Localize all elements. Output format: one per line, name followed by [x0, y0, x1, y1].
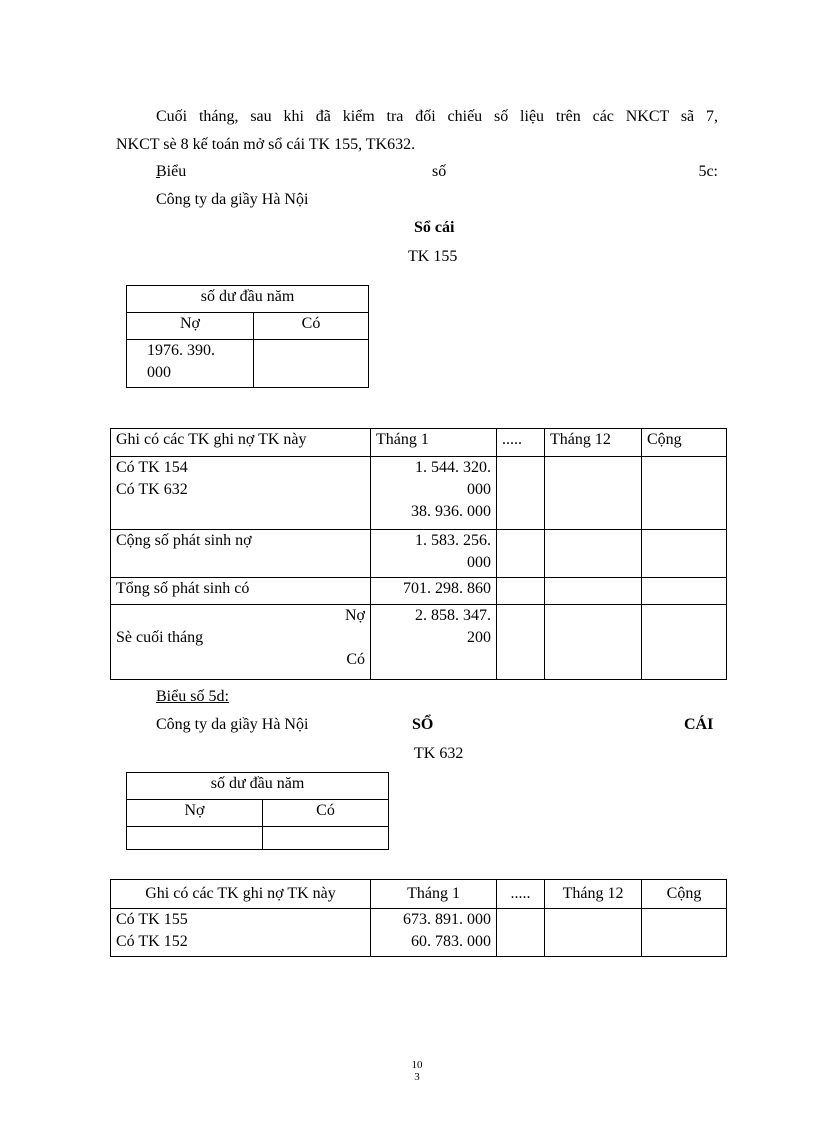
intro-paragraph	[116, 103, 718, 159]
col-header-accounts: Ghi có các TK ghi nợ TK này	[111, 880, 371, 909]
row-accounts: Có TK 155 Có TK 152	[111, 909, 371, 957]
page-number: 10 3	[411, 1059, 423, 1083]
table-row	[111, 457, 727, 530]
table-row	[111, 909, 727, 957]
debit-label: Nợ	[127, 800, 263, 827]
bieu-5c-word-2: số	[432, 163, 447, 180]
opening-header: số dư đầu năm	[127, 773, 389, 800]
bieu-5c-heading	[156, 163, 718, 181]
debit-label: Nợ	[127, 313, 254, 340]
ledger-632-table	[110, 879, 727, 957]
row-label: Cộng số phát sinh nợ	[111, 530, 371, 578]
bieu-5d-heading: Biểu số 5d:	[156, 688, 229, 705]
ledger-155-title: Sổ cái	[414, 219, 455, 236]
ledger-632-account: TK 632	[414, 745, 464, 762]
table-row	[111, 605, 727, 680]
ledger-155-table	[110, 428, 727, 680]
ledger-632-title-1: SỔ	[412, 716, 434, 733]
intro-line-1: Cuối tháng, sau khi đã kiểm tra đối chiếu số liệu trên các NKCT sã 7,	[156, 108, 718, 125]
row-month1-value: 1. 544. 320. 000 38. 936. 000	[371, 457, 497, 530]
ledger-155-account: TK 155	[408, 248, 458, 265]
col-header-accounts: Ghi có các TK ghi nợ TK này	[111, 429, 371, 457]
row-accounts: Có TK 154 Có TK 632	[111, 457, 371, 530]
intro-line-2: NKCT sè 8 kế toán mở sổ cái TK 155, TK632.	[116, 136, 416, 153]
col-header-total: Cộng	[642, 880, 727, 909]
credit-label: Có	[263, 800, 389, 827]
bieu-5c-word-1: Biểu	[156, 163, 187, 180]
company-name-632: Công ty da giầy Hà Nội	[156, 716, 309, 733]
opening-credit-value	[263, 827, 389, 850]
opening-header: số dư đầu năm	[127, 286, 369, 313]
row-closing-balance: Nợ Sè cuối tháng Có	[111, 605, 371, 680]
col-header-ellipsis: .....	[497, 429, 545, 457]
col-header-ellipsis: .....	[497, 880, 545, 909]
col-header-month1: Tháng 1	[371, 880, 497, 909]
credit-label: Có	[254, 313, 369, 340]
col-header-month1: Tháng 1	[371, 429, 497, 457]
col-header-month12: Tháng 12	[545, 429, 642, 457]
row-month1-value: 673. 891. 000 60. 783. 000	[371, 909, 497, 957]
opening-credit-value	[254, 340, 369, 388]
table-row	[111, 578, 727, 605]
table-row	[111, 530, 727, 578]
opening-balance-table-155	[126, 285, 369, 388]
ledger-632-title-2: CÁI	[684, 716, 714, 733]
opening-debit-value	[127, 827, 263, 850]
col-header-month12: Tháng 12	[545, 880, 642, 909]
opening-balance-table-632	[126, 772, 389, 850]
opening-debit-value: 1976. 390. 000	[127, 340, 254, 388]
row-month1-value: 2. 858. 347. 200	[371, 605, 497, 680]
row-month1-value: 701. 298. 860	[371, 578, 497, 605]
bieu-5c-word-3: 5c:	[698, 163, 718, 180]
col-header-total: Cộng	[642, 429, 727, 457]
row-month1-value: 1. 583. 256. 000	[371, 530, 497, 578]
company-name-155: Công ty da giầy Hà Nội	[156, 191, 309, 208]
row-label: Tổng số phát sinh có	[111, 578, 371, 605]
